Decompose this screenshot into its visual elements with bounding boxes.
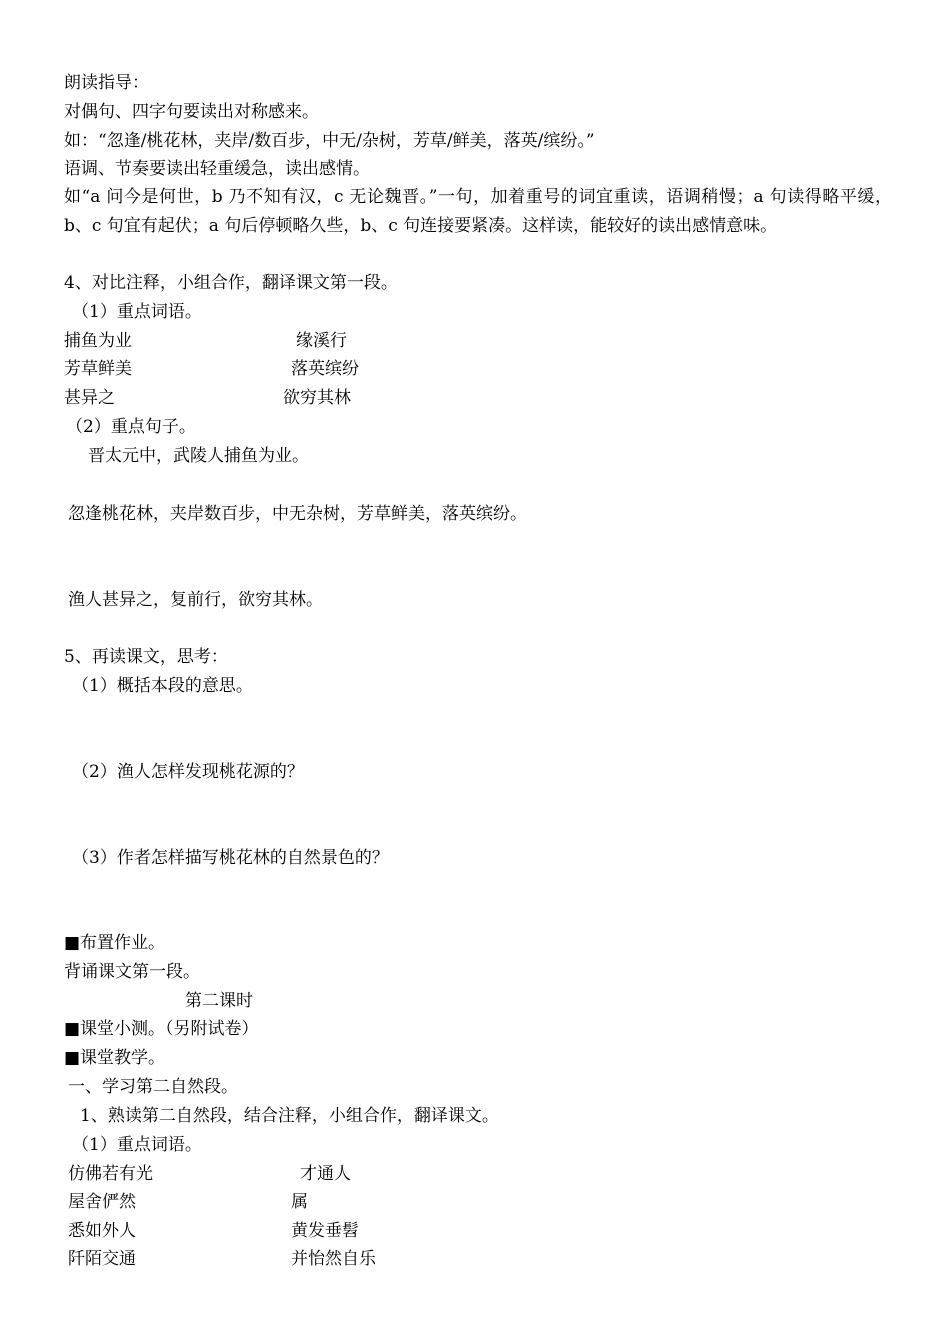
- lesson-2-heading: 第二课时: [185, 991, 253, 1011]
- vocab-2-row-4-left: 阡陌交通: [68, 1249, 136, 1269]
- homework-heading: ■布置作业。: [64, 933, 166, 953]
- reading-guide-title: 朗读指导：: [64, 73, 149, 93]
- step-4-key-sentences-heading: （2）重点句子。: [66, 417, 196, 437]
- step-4-heading: 4、对比注释，小组合作，翻译课文第一段。: [64, 273, 398, 293]
- vocab-1-row-2-right: 落英缤纷: [291, 359, 359, 379]
- reading-guide-example: 如：“忽逢/桃花林，夹岸/数百步，中无/杂树，芳草/鲜美，落英/缤纷。”: [64, 131, 595, 151]
- key-sentence-1: 晋太元中，武陵人捕鱼为业。: [88, 446, 309, 466]
- homework-item: 背诵课文第一段。: [64, 962, 200, 982]
- key-sentence-3: 渔人甚异之，复前行，欲穷其林。: [68, 590, 323, 610]
- step-5-heading: 5、再读课文，思考：: [64, 647, 228, 667]
- vocab-2-row-3-right: 黄发垂髫: [291, 1221, 359, 1241]
- part-1-key-words-heading: （1）重点词语。: [72, 1135, 202, 1155]
- vocab-2-row-1-left: 仿佛若有光: [68, 1164, 153, 1184]
- vocab-2-row-4-right: 并怡然自乐: [291, 1249, 376, 1269]
- vocab-2-row-1-right: 才通人: [300, 1164, 351, 1184]
- part-1-step-1: 1、熟读第二自然段，结合注释，小组合作，翻译课文。: [80, 1106, 499, 1126]
- reading-guide-paragraph: 如“a 问今是何世，b 乃不知有汉，c 无论魏晋。”一句，加着重号的词宜重读，语调稍慢；a 句读得略平缓，b、c 句宜有起伏；a 句后停顿略久些，b、c 句连接要紧凑。这样读，能较好的读出感情意味。: [64, 187, 892, 236]
- vocab-2-row-3-left: 悉如外人: [68, 1221, 136, 1241]
- vocab-1-row-1-left: 捕鱼为业: [64, 331, 132, 351]
- vocab-2-row-2-right: 属: [291, 1192, 308, 1212]
- reading-guide-line-1: 对偶句、四字句要读出对称感来。: [64, 102, 319, 122]
- vocab-1-row-3-right: 欲穷其林: [283, 388, 351, 408]
- quiz-heading: ■课堂小测。（另附试卷）: [64, 1019, 259, 1039]
- vocab-1-row-2-left: 芳草鲜美: [64, 359, 132, 379]
- vocab-1-row-3-left: 甚异之: [64, 388, 115, 408]
- part-1-heading: 一、学习第二自然段。: [68, 1077, 238, 1097]
- key-sentence-2: 忽逢桃花林，夹岸数百步，中无杂树，芳草鲜美，落英缤纷。: [68, 504, 527, 524]
- vocab-2-row-2-left: 屋舍俨然: [68, 1192, 136, 1212]
- question-1: （1）概括本段的意思。: [72, 676, 253, 696]
- question-2: （2）渔人怎样发现桃花源的？: [72, 762, 304, 782]
- reading-guide-line-2: 语调、节奏要读出轻重缓急，读出感情。: [64, 159, 370, 179]
- teaching-heading: ■课堂教学。: [64, 1048, 166, 1068]
- vocab-1-row-1-right: 缘溪行: [296, 331, 347, 351]
- question-3: （3）作者怎样描写桃花林的自然景色的？: [72, 848, 389, 868]
- step-4-key-words-heading: （1）重点词语。: [72, 302, 202, 322]
